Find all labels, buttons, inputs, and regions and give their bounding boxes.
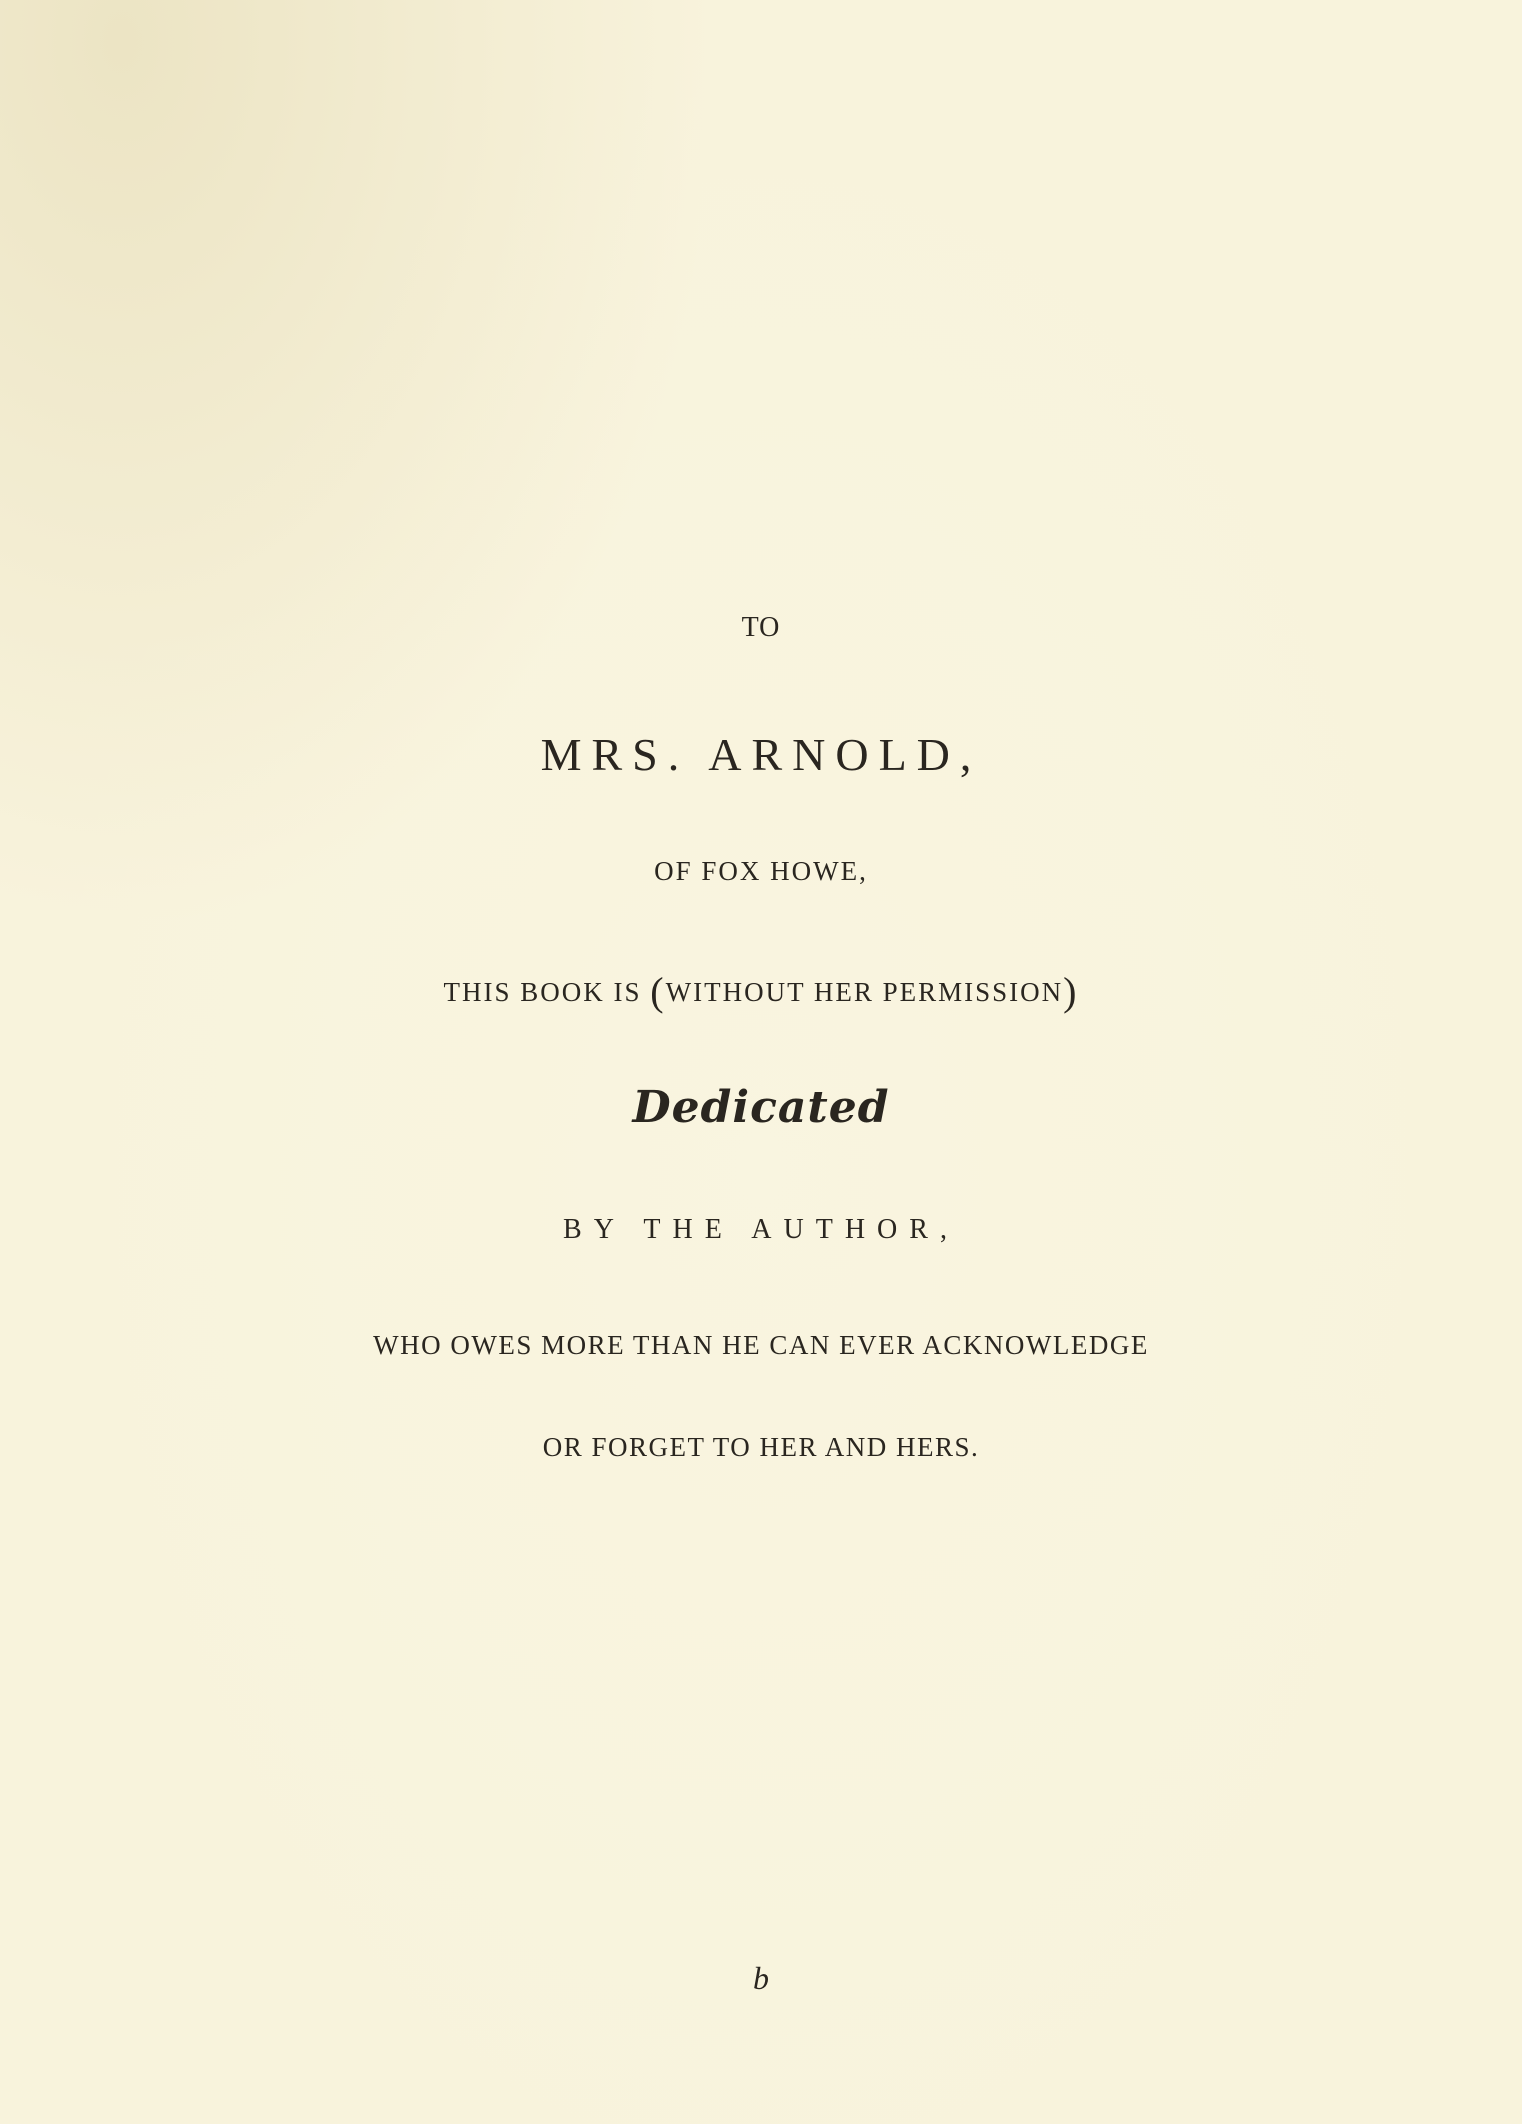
close-parenthesis: ) xyxy=(1063,969,1079,1014)
dedication-to: TO xyxy=(741,612,781,643)
acknowledgement-line: WHO OWES MORE THAN HE CAN EVER ACKNOWLEDGE xyxy=(373,1330,1149,1360)
dedicated-blackletter: Dedicated xyxy=(632,1082,890,1133)
book-statement-prefix: THIS BOOK IS xyxy=(443,977,651,1007)
acknowledgement-line-2: OR FORGET TO HER AND HERS. xyxy=(542,1432,980,1462)
book-statement-parenthetical: WITHOUT HER PERMISSION xyxy=(665,977,1064,1007)
dedicatee-name: MRS. ARNOLD, xyxy=(540,729,982,780)
by-the-author: BY THE AUTHOR, xyxy=(563,1214,959,1245)
dedicatee-residence: OF FOX HOWE, xyxy=(654,856,868,886)
book-statement xyxy=(0,968,1522,1015)
open-parenthesis: ( xyxy=(650,969,666,1014)
signature-mark: b xyxy=(753,1960,769,1996)
